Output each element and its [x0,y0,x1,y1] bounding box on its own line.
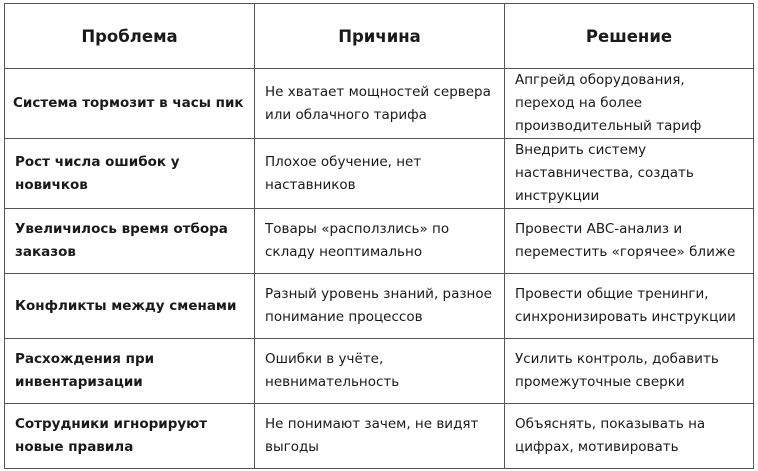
table-row [5,139,754,209]
solution-cell: Провести общие тренинги, синхронизировать инструкции [505,274,754,339]
cause-cell: Разный уровень знаний, разное понимание процессов [255,274,505,339]
cause-cell: Не хватает мощностей сервера или облачного тарифа [255,69,505,139]
problem-cell: Система тормозит в часы пик [5,69,255,139]
table-row [5,404,754,469]
problem-cell: Расхождения при инвентаризации [5,339,255,404]
problem-cell: Увеличилось время отбора заказов [5,209,255,274]
header-cause: Причина [255,4,505,69]
table-row [5,69,754,139]
solution-cell: Внедрить систему наставничества, создать инструкции [505,139,754,209]
cause-cell: Товары «расползлись» по складу неоптимально [255,209,505,274]
problems-table [4,3,754,469]
solution-cell: Объяснять, показывать на цифрах, мотивировать [505,404,754,469]
solution-cell: Усилить контроль, добавить промежуточные сверки [505,339,754,404]
problem-cell: Конфликты между сменами [5,274,255,339]
header-row [5,4,754,69]
table-row [5,339,754,404]
problem-cell: Сотрудники игнорируют новые правила [5,404,255,469]
cause-cell: Не понимают зачем, не видят выгоды [255,404,505,469]
solution-cell: Апгрейд оборудования, переход на более производительный тариф [505,69,754,139]
header-solution: Решение [505,4,754,69]
cause-cell: Плохое обучение, нет наставников [255,139,505,209]
solution-cell: Провести ABC-анализ и переместить «горячее» ближе [505,209,754,274]
table-row [5,274,754,339]
problem-cell: Рост числа ошибок у новичков [5,139,255,209]
cause-cell: Ошибки в учёте, невнимательность [255,339,505,404]
header-problem: Проблема [5,4,255,69]
table-row [5,209,754,274]
